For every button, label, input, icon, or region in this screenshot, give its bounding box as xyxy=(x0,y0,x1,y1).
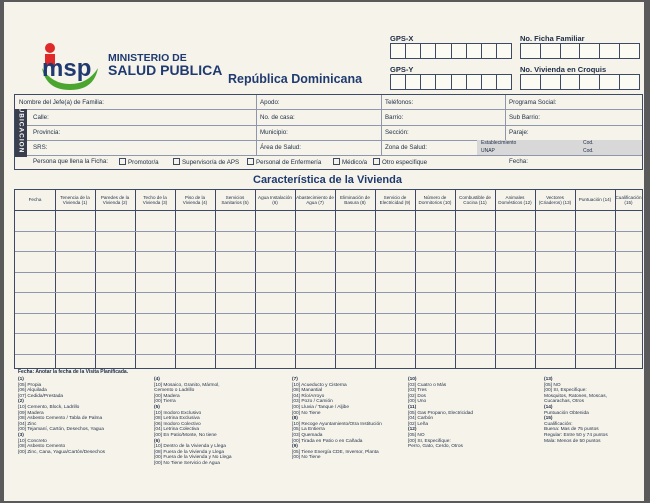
grid-line xyxy=(175,190,176,368)
ubicacion-sidebar xyxy=(15,109,27,157)
legend-line: (10) xyxy=(408,377,417,382)
ministry-line1: MINISTERIO DE xyxy=(108,52,187,64)
column-header: Paredes de la Vivienda (2) xyxy=(100,194,130,205)
legend-line: Cemento o Ladrillo xyxy=(154,388,195,394)
gps-x-label: GPS-X xyxy=(390,34,414,43)
table-row[interactable] xyxy=(15,292,642,293)
column-header: Número de Dormitorios (10) xyxy=(418,194,452,205)
legend-line: [08] Asbesto Cemento xyxy=(18,444,66,450)
grid-line xyxy=(295,190,296,368)
grid-line xyxy=(135,190,136,368)
legend-line: (4) xyxy=(154,377,160,382)
legend-col-3 xyxy=(292,377,382,461)
paraje-field[interactable]: Paraje: xyxy=(509,129,529,136)
legend-line: [00] Tirada en Patio o en Cañada xyxy=(292,438,363,444)
legend-col-2 xyxy=(154,377,232,467)
provincia-field[interactable]: Provincia: xyxy=(33,129,61,136)
checkbox-box[interactable] xyxy=(119,158,126,165)
legend-line: (5) xyxy=(154,404,160,410)
grid-line xyxy=(535,190,536,368)
legend-line: [08] Fuera de la Vivienda y Llega xyxy=(154,449,225,455)
establecimiento-label: Establecimiento xyxy=(481,140,517,146)
legend-line: [05] La Entierra xyxy=(292,427,325,433)
unap-label: UNAP xyxy=(481,148,495,154)
legend-line: (2) xyxy=(18,399,24,405)
ubicacion-label: UBICACION xyxy=(17,107,25,154)
legend-line: (8) xyxy=(292,416,298,422)
srs-field[interactable]: SRS: xyxy=(33,144,48,151)
barrio-field[interactable]: Barrio: xyxy=(385,114,404,121)
grid-line xyxy=(335,190,336,368)
column-header: Cualificación (15) xyxy=(615,194,642,205)
legend-line: [00] En Patio/Monte, No tiene xyxy=(154,432,217,438)
table-row[interactable] xyxy=(15,231,642,232)
casa-field[interactable]: No. de casa: xyxy=(260,114,295,121)
column-header: Tenencia de la Vivienda (1) xyxy=(60,194,90,205)
ficha-label: No. Ficha Familiar xyxy=(520,34,585,43)
fecha-field[interactable]: Fecha: xyxy=(509,158,528,165)
gps-y-label: GPS-Y xyxy=(390,65,414,74)
msp-logo xyxy=(38,38,102,94)
legend-line: (11) xyxy=(408,404,417,410)
table-row[interactable] xyxy=(15,251,642,252)
checkbox-box[interactable] xyxy=(333,158,340,165)
form-sheet xyxy=(4,2,644,501)
legend-line: [10] Mosaico, Granito, Mármol, xyxy=(154,382,220,388)
legend-line: [04] Río/Arroyo xyxy=(292,393,325,399)
legend-line: [00] Zinc, Cana, Yagua/Cartón/Desechos xyxy=(18,449,106,455)
legend-col-4 xyxy=(408,377,473,450)
column-header: Agua Instalación (6) xyxy=(258,194,292,205)
table-row[interactable] xyxy=(15,354,642,355)
gps-y-field[interactable] xyxy=(390,74,512,90)
column-header: Techo de la Vivienda (3) xyxy=(142,194,168,205)
grid-line xyxy=(95,190,96,368)
column-header: Abastecimiento de Agua (7) xyxy=(296,194,334,205)
area-field[interactable]: Área de Salud: xyxy=(260,144,301,151)
column-header: Animales Domésticos (12) xyxy=(498,194,532,205)
svg-text:msp: msp xyxy=(42,55,92,82)
legend-line: [04] Carbón xyxy=(408,416,434,422)
legend-line: [00] No Tiene xyxy=(292,410,321,416)
column-header: Combustible de Cocina (11) xyxy=(459,194,491,205)
legend-line: Cualificación: xyxy=(544,421,573,427)
jefe-field[interactable]: Nombre del Jefe(a) de Familia: xyxy=(19,99,104,106)
legend-line: [05] Tiene Energía CDE, Inversor, Planta xyxy=(292,449,379,455)
legend-line: [03] Tres xyxy=(408,388,427,394)
legend-line: [00] Lluvia / Tanque / Aljibe xyxy=(292,404,350,410)
zona-field[interactable]: Zona de Salud: xyxy=(385,144,427,151)
programa-field[interactable]: Programa Social: xyxy=(509,99,557,106)
ministry-line2: SALUD PUBLICA xyxy=(108,62,223,78)
grid-line xyxy=(215,190,216,368)
legend-line: [00] Madera xyxy=(154,393,180,399)
legend-line: [10] Cemento, Block, Ladrillo xyxy=(18,404,80,410)
legend-line: Mala: Menos de 50 puntos xyxy=(544,438,601,444)
legend-line: [03] Cuatro o Más xyxy=(408,382,447,388)
legend-line: Cucarachas, Otros xyxy=(544,399,584,405)
grid-line xyxy=(615,190,616,368)
promotor-checkbox[interactable]: Promotor/a xyxy=(119,158,159,166)
legend-line: [02] Leña xyxy=(408,421,429,427)
legend-line: (9) xyxy=(292,444,298,450)
legend-col-5 xyxy=(544,377,608,444)
persona-label: Persona que llena la Ficha: xyxy=(33,158,108,165)
legend-line: (13) xyxy=(544,377,553,382)
legend-line: [03] Pozo / Camión xyxy=(292,399,333,405)
checkbox-box[interactable] xyxy=(247,158,254,165)
grid-line xyxy=(455,190,456,368)
legend-line: (15) xyxy=(544,416,553,422)
apodo-field[interactable]: Apodo: xyxy=(260,99,280,106)
column-header: Puntuación (14) xyxy=(578,197,612,203)
legend-line: [10] Acueducto y Cisterna xyxy=(292,382,347,388)
legend-line: [05] NO xyxy=(408,432,425,438)
supervisor-checkbox[interactable]: Supervisor/a de APS xyxy=(173,158,239,166)
legend-line: [09] Madera xyxy=(18,410,44,416)
country-name: República Dominicana xyxy=(228,72,363,86)
legend-line: Regular: Entre 50 y 74 puntos xyxy=(544,432,608,438)
subbarrio-field[interactable]: Sub Barrio: xyxy=(509,114,540,121)
legend-line: [00] Uno xyxy=(408,399,427,405)
ministry-name xyxy=(108,52,222,76)
vivienda-label: No. Vivienda en Croquis xyxy=(520,65,607,74)
seccion-field[interactable]: Sección: xyxy=(385,129,409,136)
column-header: Fecha xyxy=(28,197,42,203)
table-row[interactable] xyxy=(15,272,642,273)
legend-line: (12) xyxy=(408,427,417,433)
vivienda-table xyxy=(14,189,643,369)
legend-line: [00] Tejamaní, Cartón, Desechos, Yagua xyxy=(18,427,104,433)
legend-line: [05] Propia xyxy=(18,382,42,388)
vivienda-header xyxy=(15,190,642,211)
legend-line: [00] Tierra xyxy=(154,399,176,405)
legend-line: [00] SI, Especifique: xyxy=(544,388,587,394)
legend-line: [00] No Tiene xyxy=(292,455,321,461)
legend-line: [08] Asbesto Cemento / Tabla de Palma xyxy=(18,416,103,422)
checkbox-box[interactable] xyxy=(173,158,180,165)
grid-line xyxy=(415,190,416,368)
grid-line xyxy=(495,190,496,368)
column-header: Piso de la Vivienda (4) xyxy=(182,194,208,205)
legend-line: [10] Recoge Ayuntamiento/Otra Institución xyxy=(292,421,382,427)
establecimiento-cod[interactable]: Cod. xyxy=(583,140,594,146)
medico-checkbox[interactable]: Médico/a xyxy=(333,158,367,166)
notes-title: Fecha: Anotar la fecha de la Visita Planificada. xyxy=(18,369,129,375)
unap-cod[interactable]: Cod. xyxy=(583,148,594,154)
legend-line: [10] Inodoro Exclusivo xyxy=(154,410,202,416)
legend-line: [00] No Tiene Servicio de Agua xyxy=(154,460,220,466)
grid-line xyxy=(55,190,56,368)
legend-line: [03] Quemada xyxy=(292,432,323,438)
enfermeria-checkbox[interactable]: Personal de Enfermería xyxy=(247,158,321,166)
column-header: Servicio de Electricidad (9) xyxy=(379,194,411,205)
legend-line: (6) xyxy=(154,438,160,444)
legend-line: Buena: Mas de 75 puntos xyxy=(544,427,599,433)
table-row[interactable] xyxy=(15,333,642,334)
legend-line: [08] Manantial xyxy=(292,388,323,394)
column-header: Servicios Sanitarios (5) xyxy=(221,194,249,205)
legend-line: [00] SI, Especifique: xyxy=(408,438,451,444)
telefonos-field[interactable]: Teléfonos: xyxy=(385,99,414,106)
legend-line: [02] Dos xyxy=(408,393,426,399)
legend-line: [05] Gas Propano, Electricidad xyxy=(408,410,474,416)
municipio-field[interactable]: Municipio: xyxy=(260,129,288,136)
legend-line: [00] Fuera de la Vivienda y No Llega xyxy=(154,455,232,461)
vivienda-title: Característica de la Vivienda xyxy=(253,174,402,186)
legend-line: [10] Dentro de la Vivienda y Llega xyxy=(154,444,226,450)
legend-line: [05] NO xyxy=(544,382,561,388)
ficha-field[interactable] xyxy=(520,43,640,59)
legend-line: [10] Concreto xyxy=(18,438,47,444)
column-header: Eliminación de Basura (8) xyxy=(340,194,370,205)
grid-line xyxy=(375,190,376,368)
legend-line: [04] Zinc xyxy=(18,421,37,427)
identification-form xyxy=(14,94,643,170)
legend-line: [04] Letrina Colectiva xyxy=(154,427,200,433)
grid-line xyxy=(575,190,576,368)
grid-line xyxy=(255,190,256,368)
legend-line: Puntuación Obtenida xyxy=(544,410,589,416)
otro-checkbox[interactable]: Otro especifique xyxy=(373,158,427,166)
legend-line: (7) xyxy=(292,377,298,382)
legend-col-1 xyxy=(18,377,105,455)
table-row[interactable] xyxy=(15,313,642,314)
legend-line: [06] Inodoro Colectivo xyxy=(154,421,201,427)
gps-x-field[interactable] xyxy=(390,43,512,59)
checkbox-box[interactable] xyxy=(373,158,380,165)
vivienda-field[interactable] xyxy=(520,74,640,90)
legend-line: (3) xyxy=(18,432,24,438)
legend-line: Perro, Gato, Cerdo, Otros xyxy=(408,444,463,450)
column-header: Vectores (Criaderos) (13) xyxy=(538,194,572,205)
legend-line: [08] Letrina Exclusiva xyxy=(154,416,200,422)
legend-line: (14) xyxy=(544,404,553,410)
calle-field[interactable]: Calle: xyxy=(33,114,49,121)
legend-line: [06] Alquilada xyxy=(18,388,47,394)
legend-line: [07] Cedida/Prestada xyxy=(18,393,64,399)
legend-line: Mosquitos, Ratones, Moscas, xyxy=(544,393,607,399)
legend-line: (1) xyxy=(18,377,24,382)
